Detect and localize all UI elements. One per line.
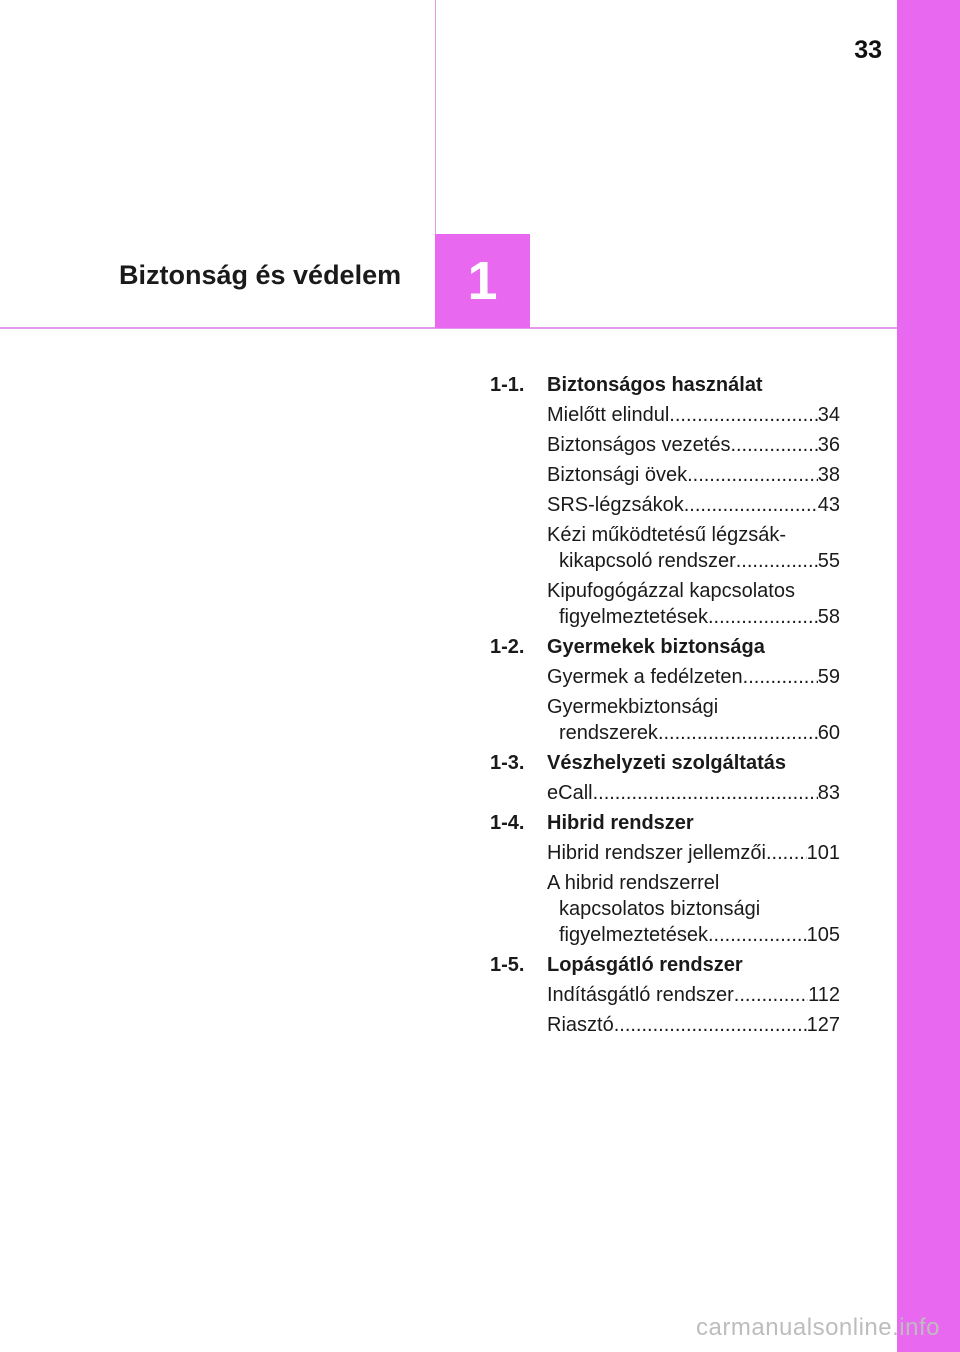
toc-entry-page: 105	[806, 924, 840, 946]
toc-entry-page: 55	[817, 550, 840, 572]
toc-entry-line: Kipufogógázzal kapcsolatos	[547, 580, 795, 602]
toc-entry-line: kapcsolatos biztonsági	[559, 898, 761, 920]
toc-entry-label: Indításgátló rendszer	[547, 984, 734, 1006]
toc-section-number: 1-4.	[490, 812, 525, 834]
toc-entry-label: Biztonsági övek	[547, 464, 688, 486]
dot-leader	[766, 840, 807, 866]
toc-entry-page: 60	[817, 722, 840, 744]
toc-entry[interactable]	[547, 780, 840, 806]
toc-entry[interactable]	[547, 462, 840, 488]
chapter-number: 1	[467, 251, 498, 311]
toc-entry[interactable]	[547, 402, 840, 428]
dot-leader	[658, 720, 818, 746]
toc-section-title: Lopásgátló rendszer	[547, 954, 743, 976]
toc-entry-label: eCall	[547, 782, 593, 804]
toc-entry-page: 43	[817, 494, 840, 516]
dot-leader	[593, 780, 818, 806]
dot-leader	[708, 604, 818, 630]
watermark: carmanualsonline.info	[696, 1314, 940, 1341]
toc-entry-page: 58	[817, 606, 840, 628]
toc-entry-line: A hibrid rendszerrel	[547, 872, 720, 894]
chapter-title: Biztonság és védelem	[119, 260, 402, 290]
toc-section-title: Biztonságos használat	[547, 374, 763, 396]
toc-entry[interactable]	[547, 870, 840, 948]
toc-entry[interactable]	[547, 432, 840, 458]
dot-leader	[743, 664, 818, 690]
toc-section-title: Gyermekek biztonsága	[547, 636, 765, 658]
toc-entry[interactable]	[547, 578, 840, 630]
toc-entry-page: 36	[817, 434, 840, 456]
toc-entry-label: Hibrid rendszer jellemzői	[547, 842, 766, 864]
toc-entry-label: Riasztó	[547, 1014, 614, 1036]
toc-entry-page: 59	[817, 666, 840, 688]
toc-entry-label: kikapcsoló rendszer	[559, 550, 736, 572]
toc-entry-page: 38	[817, 464, 840, 486]
toc-entry-label: SRS-légzsákok	[547, 494, 684, 516]
toc-section-heading[interactable]	[490, 372, 840, 398]
dot-leader	[687, 462, 818, 488]
toc-section-heading[interactable]	[490, 952, 840, 978]
toc-entry-label: figyelmeztetések	[559, 924, 708, 946]
toc-section-number: 1-3.	[490, 752, 525, 774]
dot-leader	[669, 402, 817, 428]
vertical-rule	[435, 0, 436, 234]
toc-entry-page: 34	[817, 404, 840, 426]
dot-leader	[730, 432, 817, 458]
toc-section-number: 1-2.	[490, 636, 525, 658]
dot-leader	[734, 982, 808, 1008]
toc-entry[interactable]	[547, 1012, 840, 1038]
toc-entry[interactable]	[547, 522, 840, 574]
toc-entry-label: Mielőtt elindul	[547, 404, 670, 426]
page-number: 33	[854, 36, 882, 64]
toc-entry[interactable]	[547, 694, 840, 746]
toc-entry-label: Gyermek a fedélzeten	[547, 666, 743, 688]
toc-entry[interactable]	[547, 492, 840, 518]
chapter-side-bar	[897, 0, 960, 1352]
toc-section-number: 1-5.	[490, 954, 525, 976]
toc-entry-label: rendszerek	[559, 722, 658, 744]
toc-entry-line: Gyermekbiztonsági	[547, 696, 719, 718]
dot-leader	[684, 492, 818, 518]
toc-entry-label: figyelmeztetések	[559, 606, 708, 628]
dot-leader	[708, 922, 807, 948]
toc-section-heading[interactable]	[490, 810, 840, 836]
dot-leader	[614, 1012, 807, 1038]
toc-entry-label: Biztonságos vezetés	[547, 434, 731, 456]
toc-section-title: Hibrid rendszer	[547, 812, 694, 834]
chapter-number-box	[435, 234, 530, 328]
toc-entry[interactable]	[547, 982, 840, 1008]
table-of-contents	[490, 372, 840, 1042]
toc-entry-page: 112	[808, 984, 840, 1006]
toc-section-heading[interactable]	[490, 634, 840, 660]
toc-entry[interactable]	[547, 664, 840, 690]
toc-entry-page: 127	[806, 1014, 840, 1036]
toc-entry-page: 101	[806, 842, 840, 864]
toc-entry-line: Kézi működtetésű légzsák-	[547, 524, 787, 546]
toc-entry-page: 83	[817, 782, 840, 804]
toc-section-title: Vészhelyzeti szolgáltatás	[547, 752, 786, 774]
toc-entry[interactable]	[547, 840, 840, 866]
toc-section-heading[interactable]	[490, 750, 840, 776]
dot-leader	[736, 548, 818, 574]
toc-section-number: 1-1.	[490, 374, 525, 396]
